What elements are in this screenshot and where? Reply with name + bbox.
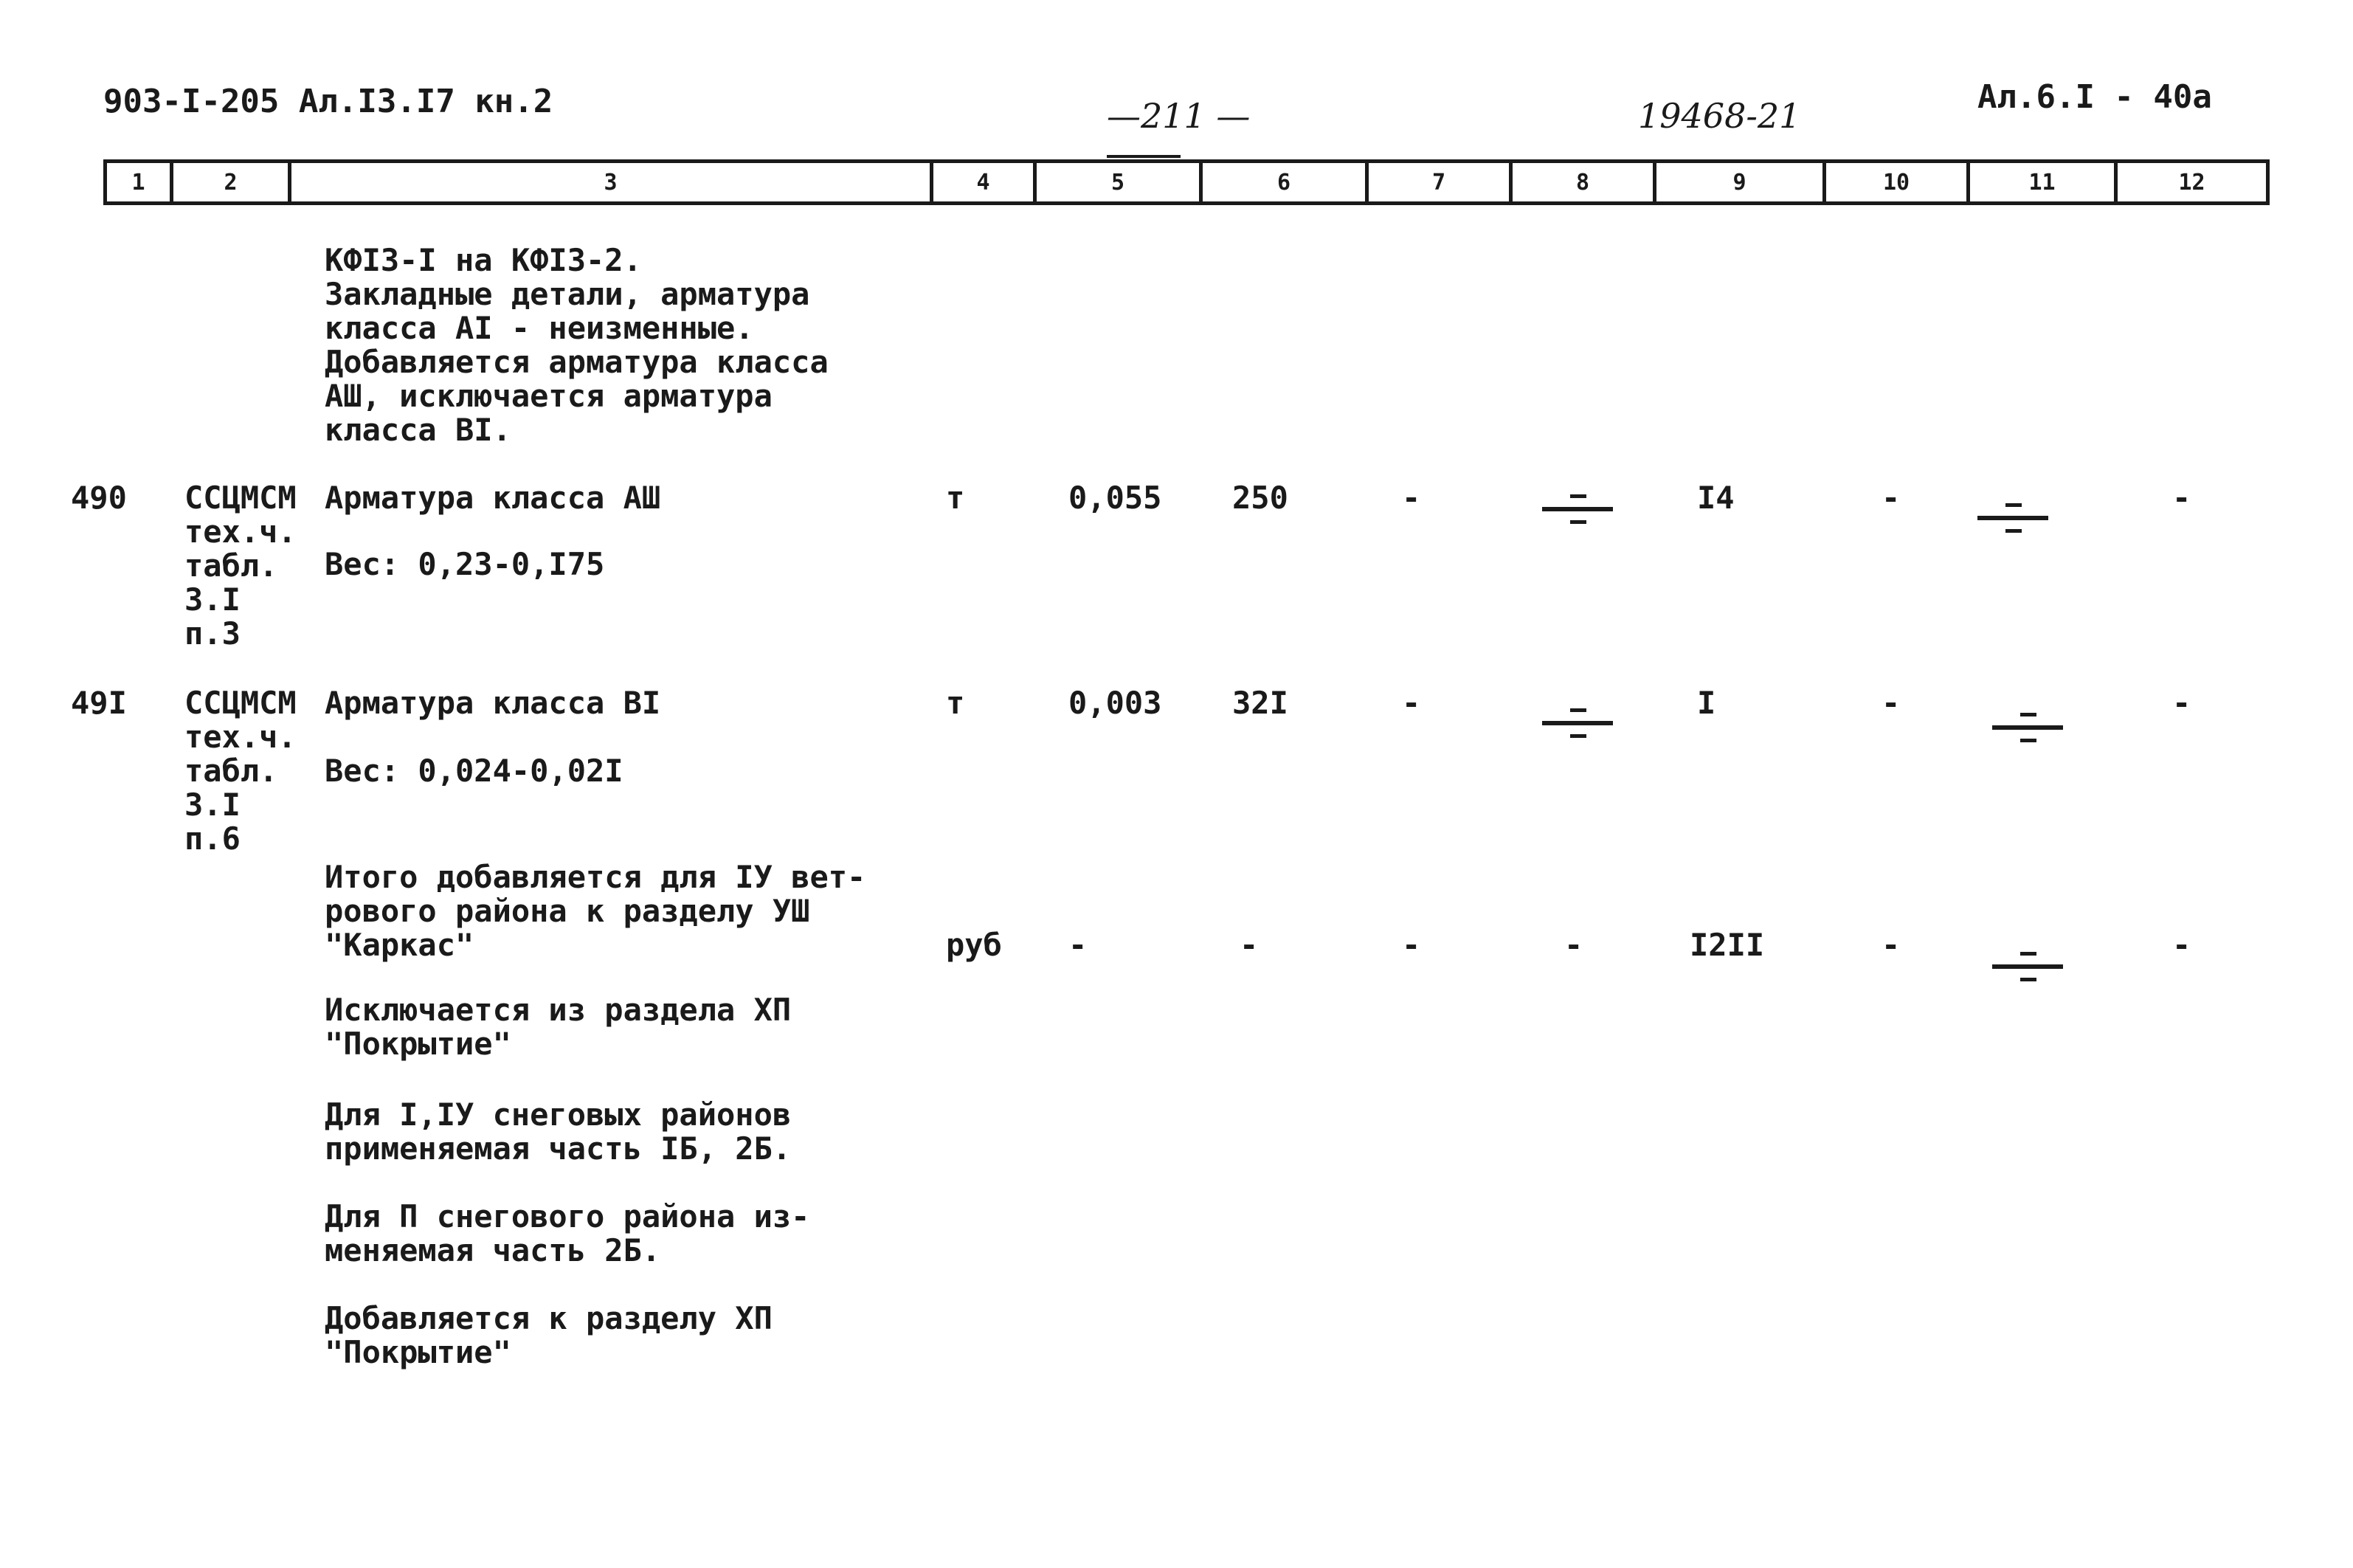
row-490-col8-fraction: [1542, 487, 1613, 531]
handwritten-ref: 19468-21: [1638, 96, 1801, 136]
column-header-8: 8: [1513, 163, 1656, 201]
total-col11-fraction: [1992, 944, 2063, 989]
doc-code: 903-I-205 Ал.I3.I7 кн.2: [103, 83, 553, 120]
total-col9: I2II: [1690, 927, 1765, 963]
page-number-rule: [1107, 155, 1181, 158]
total-col7: -: [1402, 927, 1421, 963]
total-col8: -: [1564, 927, 1583, 963]
column-number-bar: [103, 159, 2270, 205]
row-491-unit: т: [946, 685, 965, 721]
row-491-col11-fraction: [1992, 705, 2063, 750]
row-490-quantity: 0,055: [1068, 480, 1162, 516]
row-491-col10: -: [1882, 685, 1901, 721]
column-header-7: 7: [1369, 163, 1513, 201]
total-col6: -: [1240, 927, 1259, 963]
row-490-col12: -: [2172, 480, 2191, 516]
row-491-description: Арматура класса ВI: [325, 685, 661, 721]
note-snow-regions-1-4: Для I,IУ снеговых районов применяемая часть IБ, 2Б.: [325, 1096, 792, 1167]
row-490-weight: Вес: 0,23-0,I75: [325, 546, 605, 582]
note-excluded-section: Исключается из раздела ХП "Покрытие": [325, 992, 792, 1062]
row-491-weight: Вес: 0,024-0,02I: [325, 753, 623, 789]
row-491-quantity: 0,003: [1068, 685, 1162, 721]
column-header-12: 12: [2178, 169, 2205, 196]
total-description: Итого добавляется для IУ вет- рового района к разделу УШ "Каркас": [325, 859, 866, 963]
column-header-1: 1: [107, 163, 173, 201]
row-490-price: 250: [1232, 480, 1288, 516]
column-header-11: 11: [1970, 163, 2118, 201]
intro-text: КФI3-I на КФI3-2. Закладные детали, арматура класса АI - неизменные. Добавляется арматура класса АШ, исключается арматура класса ВI.: [325, 242, 829, 448]
page-number: —211 —: [1107, 96, 1251, 136]
note-added-section: Добавляется к разделу ХП "Покрытие": [325, 1300, 773, 1370]
row-490-unit: т: [946, 480, 965, 516]
column-header-2: 2: [173, 163, 291, 201]
row-490-col9: I4: [1697, 480, 1735, 516]
row-491-col7: -: [1402, 685, 1421, 721]
column-header-9: 9: [1656, 163, 1826, 201]
column-header-3: 3: [291, 163, 933, 201]
total-col12: -: [2172, 927, 2191, 963]
row-491-price: 32I: [1232, 685, 1288, 721]
row-491-number: 49I: [71, 685, 127, 721]
row-490-number: 490: [71, 480, 127, 516]
total-unit: руб: [946, 927, 1002, 963]
column-header-10: 10: [1826, 163, 1970, 201]
column-header-5: 5: [1037, 163, 1203, 201]
column-header-6: 6: [1203, 163, 1369, 201]
sheet-ref: Ал.6.I - 40а: [1977, 78, 2212, 116]
row-491-col9: I: [1697, 685, 1716, 721]
row-491-col8-fraction: [1542, 701, 1613, 745]
row-490-description: Арматура класса АШ: [325, 480, 661, 516]
column-header-4: 4: [933, 163, 1037, 201]
row-490-col7: -: [1402, 480, 1421, 516]
row-490-col11-fraction: [1977, 496, 2048, 540]
row-490-col10: -: [1882, 480, 1901, 516]
row-491-reference: ССЦМСМ тех.ч. табл. 3.I п.6: [184, 685, 297, 857]
row-491-col12: -: [2172, 685, 2191, 721]
row-490-reference: ССЦМСМ тех.ч. табл. 3.I п.3: [184, 480, 297, 652]
total-col10: -: [1882, 927, 1901, 963]
note-snow-region-2: Для П снегового района из- меняемая часть 2Б.: [325, 1198, 810, 1268]
total-col5: -: [1068, 927, 1088, 963]
